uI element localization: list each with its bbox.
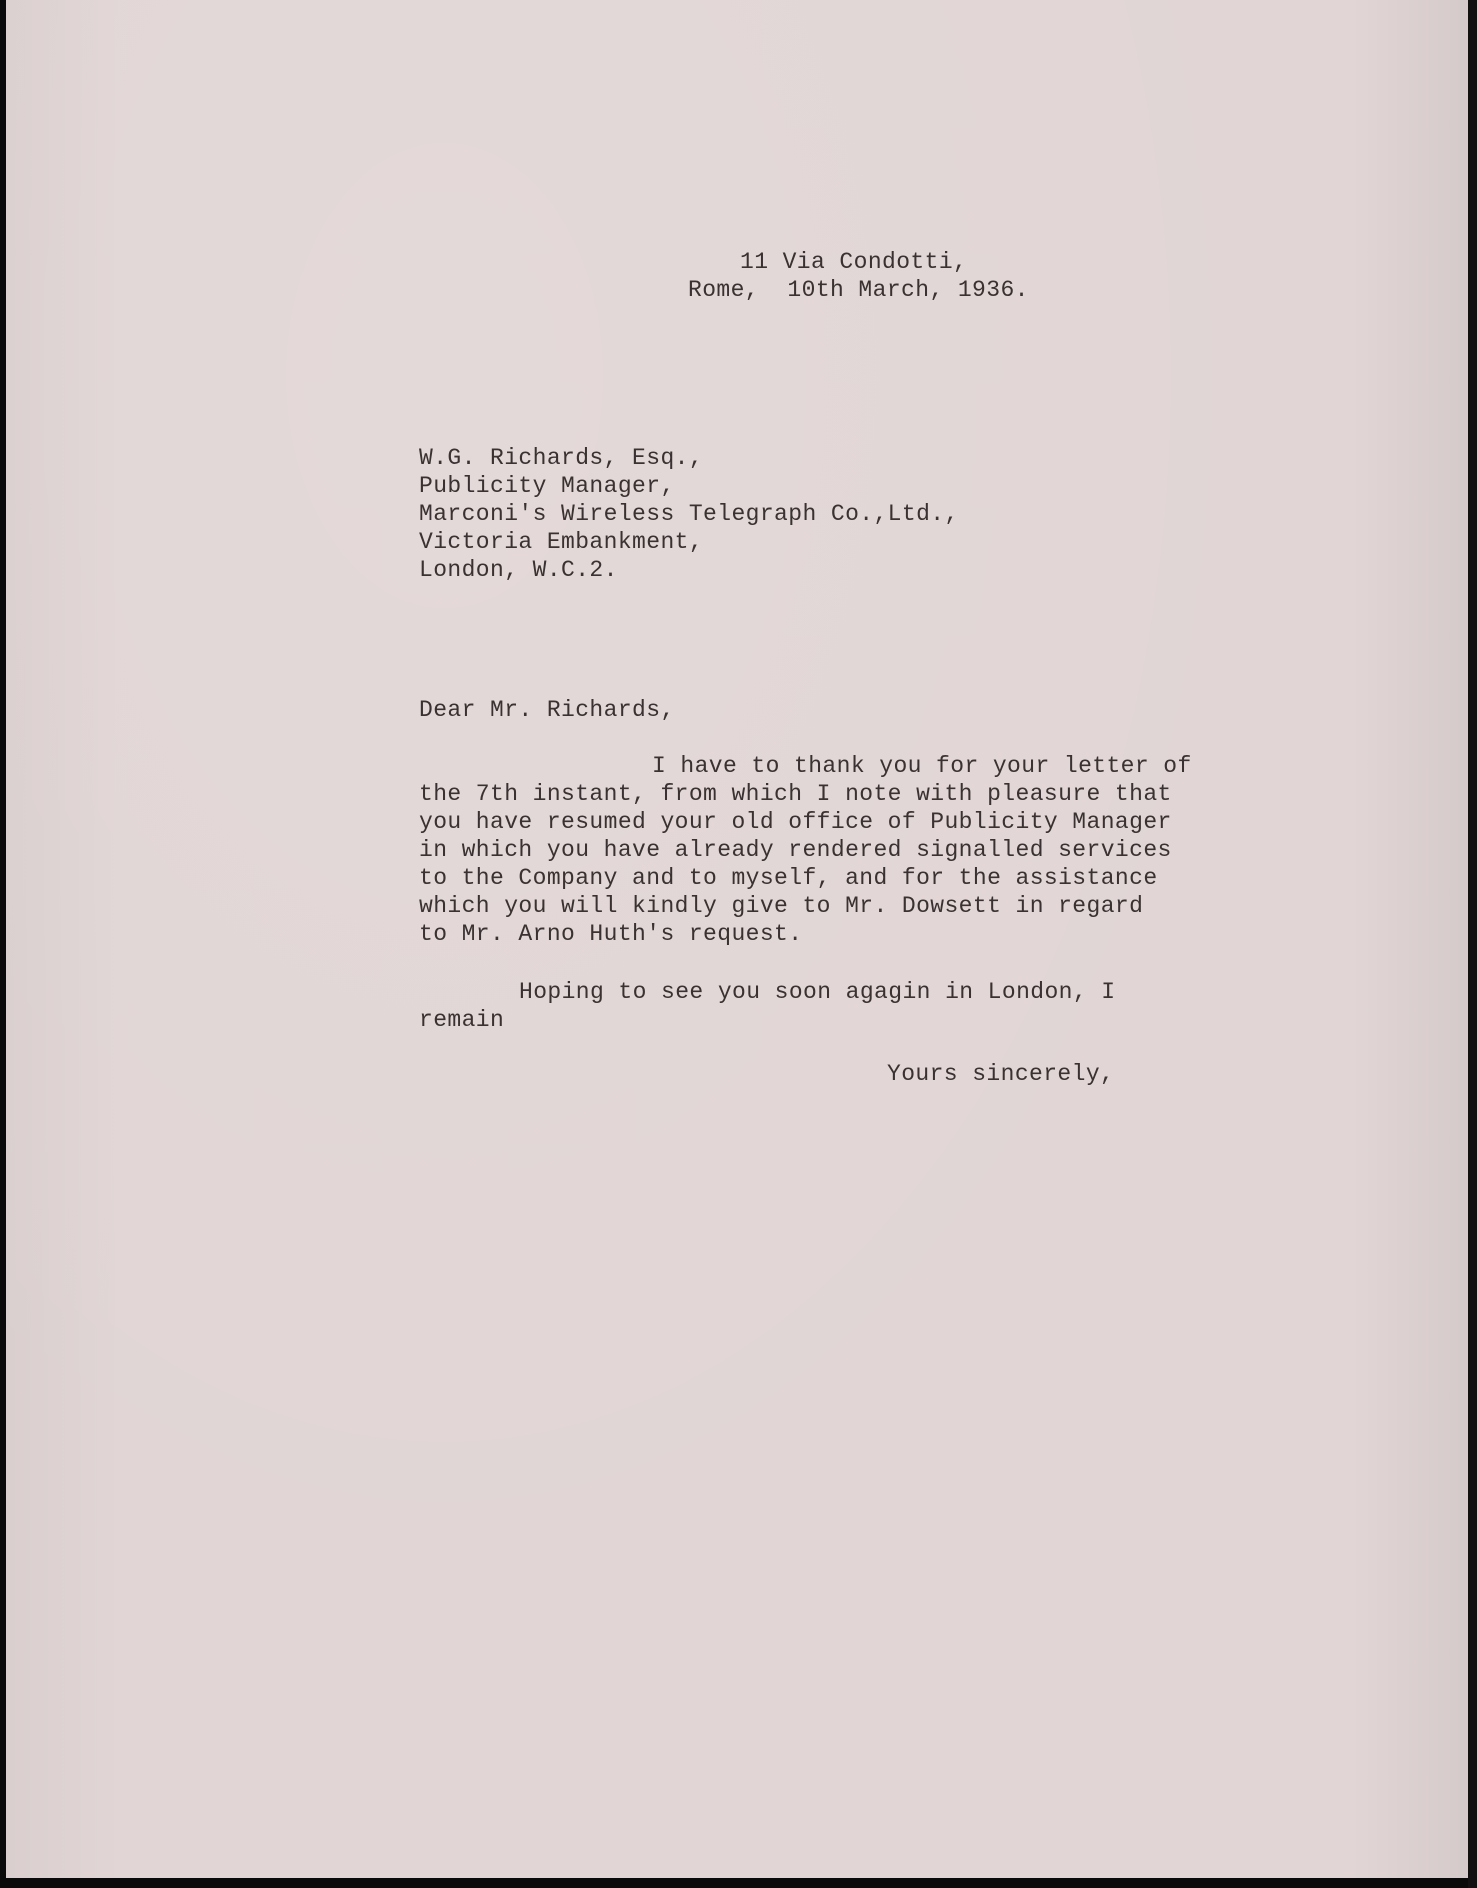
recipient-street: Victoria Embankment, bbox=[419, 529, 704, 555]
body-line: the 7th instant, from which I note with pleasure that bbox=[419, 781, 1172, 807]
body-line: I have to thank you for your letter of bbox=[652, 753, 1192, 779]
body-line: in which you have already rendered signalled services bbox=[419, 837, 1172, 863]
body-line: Hoping to see you soon agagin in London, I bbox=[519, 979, 1116, 1005]
body-line: to Mr. Arno Huth's request. bbox=[419, 921, 803, 947]
recipient-name: W.G. Richards, Esq., bbox=[419, 445, 704, 471]
closing: Yours sincerely, bbox=[887, 1061, 1115, 1087]
recipient-company: Marconi's Wireless Telegraph Co.,Ltd., bbox=[419, 501, 959, 527]
scan-border bbox=[1468, 0, 1477, 1888]
salutation: Dear Mr. Richards, bbox=[419, 697, 675, 723]
recipient-title: Publicity Manager, bbox=[419, 473, 675, 499]
body-line: to the Company and to myself, and for the assistance bbox=[419, 865, 1158, 891]
body-line: which you will kindly give to Mr. Dowsett in regard bbox=[419, 893, 1144, 919]
body-line: you have resumed your old office of Publicity Manager bbox=[419, 809, 1172, 835]
recipient-city: London, W.C.2. bbox=[419, 557, 618, 583]
letter-page bbox=[6, 0, 1468, 1878]
body-line: remain bbox=[419, 1007, 505, 1033]
address-line-street: 11 Via Condotti, bbox=[740, 249, 968, 275]
address-line-date: Rome, 10th March, 1936. bbox=[688, 277, 1029, 303]
